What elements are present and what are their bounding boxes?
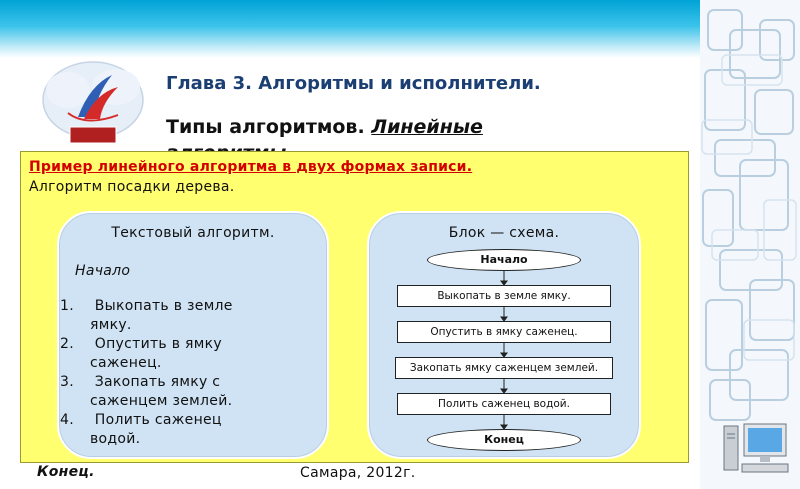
step-text: Выкопать в земле ямку. xyxy=(90,298,233,333)
step-number: 1. xyxy=(60,298,74,314)
flowchart-step: Выкопать в земле ямку. xyxy=(397,285,611,307)
example-heading: Пример линейного алгоритма в двух формах записи. xyxy=(29,159,473,175)
step-number: 2. xyxy=(60,336,74,352)
text-algorithm-steps xyxy=(60,297,275,449)
footer-text: Самара, 2012г. xyxy=(300,465,416,481)
text-algorithm-start: Начало xyxy=(75,263,131,279)
flowchart-step: Полить саженец водой. xyxy=(397,393,611,415)
section-title-emphasis: Линейные xyxy=(371,116,483,138)
list-item xyxy=(60,335,275,373)
flowchart-step: Опустить в ямку саженец. xyxy=(397,321,611,343)
section-title-main: Типы алгоритмов. xyxy=(166,116,365,138)
header-band xyxy=(0,0,700,58)
computer-icon xyxy=(722,420,790,476)
flowchart-step: Закопать ямку саженцем землей. xyxy=(395,357,613,379)
list-item xyxy=(60,297,275,335)
flowchart-title: Блок — схема. xyxy=(448,225,560,241)
list-item xyxy=(60,373,275,411)
step-text: Закопать ямку с саженцем землей. xyxy=(90,374,233,409)
text-algorithm-panel xyxy=(57,211,329,459)
flowchart-end: Конец xyxy=(427,429,581,451)
flowchart-panel xyxy=(367,211,641,459)
list-item xyxy=(60,411,275,449)
text-algorithm-end: Конец. xyxy=(37,464,95,480)
flowchart-start: Начало xyxy=(427,249,581,271)
step-number: 3. xyxy=(60,374,74,390)
step-number: 4. xyxy=(60,412,74,428)
step-text: Полить саженец водой. xyxy=(90,412,222,447)
step-text: Опустить в ямку саженец. xyxy=(90,336,222,371)
example-subtitle: Алгоритм посадки дерева. xyxy=(29,179,235,195)
school-logo xyxy=(38,55,148,155)
text-algorithm-title: Текстовый алгоритм. xyxy=(111,225,275,241)
chapter-title: Глава 3. Алгоритмы и исполнители. xyxy=(166,73,541,94)
decorative-pattern xyxy=(700,0,800,489)
